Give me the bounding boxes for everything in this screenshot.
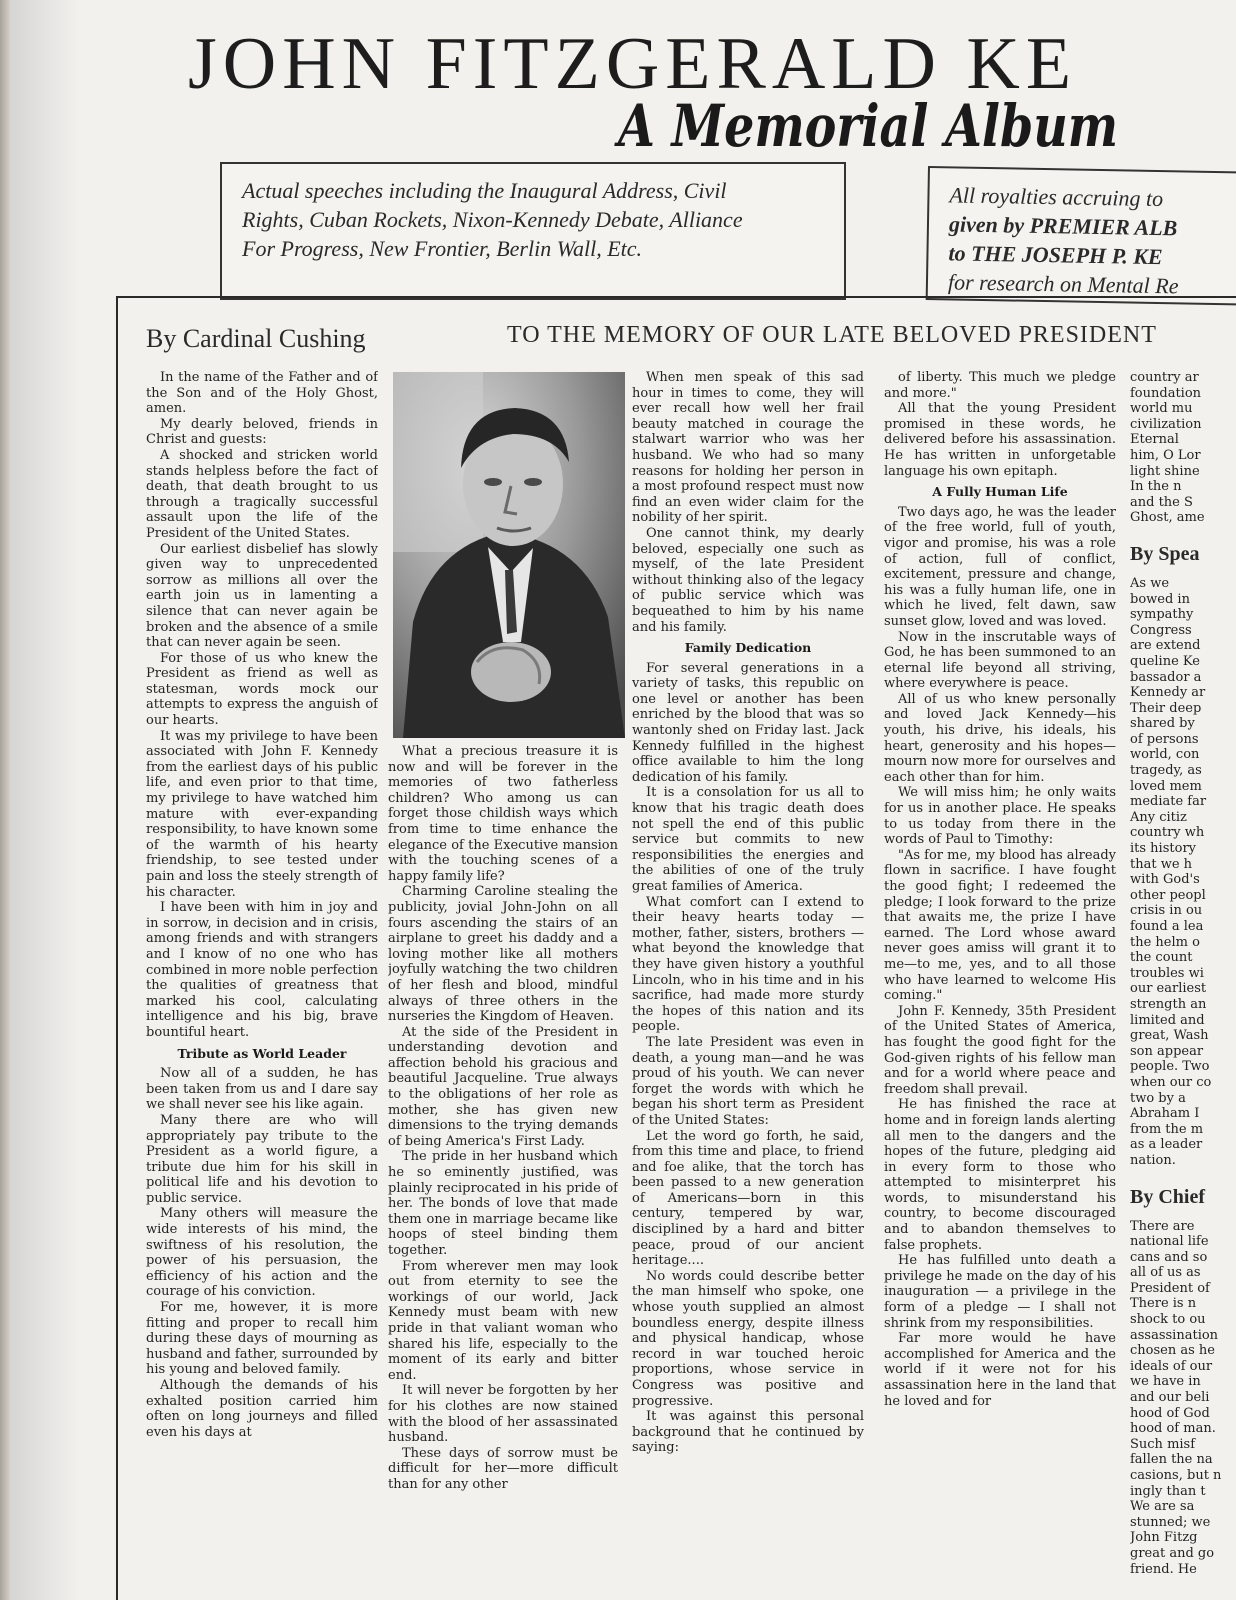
column-line: as a leader [1130, 1137, 1203, 1153]
speeches-promo-box [220, 162, 846, 300]
column-line: As we [1130, 575, 1170, 591]
column-line: There is n [1130, 1296, 1197, 1312]
paragraph: It will never be forgotten by her for his clothes are now stained with the blood of her assassinated husband. [388, 1383, 618, 1446]
column-line: light shine [1130, 463, 1200, 479]
paragraph: At the side of the President in understanding devotion and affection behold his gracious and beautiful Jacqueline. True always to the obligations of her role as mother, she has given new dimensions to the trying demands of being America's First Lady. [388, 1024, 618, 1149]
paragraph: Far more would he have accomplished for America and the world if it were not for his assassination here in the land that he loved and for [884, 1331, 1116, 1409]
album-cover-sheet [10, 0, 1236, 1600]
promo-line: Actual speeches including the Inaugural Address, Civil [242, 178, 727, 203]
column-line: Abraham I [1130, 1106, 1200, 1122]
article-column-2 [388, 744, 618, 1600]
column-line: found a lea [1130, 919, 1204, 934]
column-line: Kennedy ar [1130, 685, 1206, 701]
column-line: casions, but n [1130, 1468, 1222, 1483]
column-line: great and go [1130, 1545, 1215, 1561]
column-line: Eternal [1130, 432, 1179, 448]
column-line: fallen the na [1130, 1452, 1213, 1468]
paragraph: The late President was even in death, a young man—and he was proud of his youth. We can never forget the words with which he began his short term as President of the United States: [632, 1034, 864, 1128]
column-line: hood of God [1130, 1405, 1210, 1421]
article-headline: TO THE MEMORY OF OUR LATE BELOVED PRESIDENT [507, 322, 1157, 348]
paragraph: Our earliest disbelief has slowly given way to unprecedented sorrow as millions all over the earth join us in lamenting a silence that can never again be broken and the absence of a smile that can never again be seen. [146, 541, 378, 651]
column-line: sympathy [1130, 607, 1194, 623]
column-line: nation. [1130, 1152, 1176, 1168]
paragraph: What comfort can I extend to their heavy hearts today — mother, father, sisters, brothers — what beyond the knowledge that they have given history a youthful Lincoln, who in his time and in his sacrifice, had made more sturdy the hopes of this nation and its people. [632, 894, 864, 1035]
paragraph: From wherever men may look out from eternity to see the workings of our world, Jack Kennedy must beam with new pride in that valiant woman who shared his life, especially to the moment of its early and bitter end. [388, 1258, 618, 1383]
column-line: Ghost, ame [1130, 510, 1205, 526]
article-byline: By Cardinal Cushing [146, 324, 366, 353]
column-line: country ar [1130, 370, 1199, 385]
column-line: civilization [1130, 416, 1202, 432]
paragraph: Two days ago, he was the leader of the free world, full of youth, vigor and promise, his was a role of action, full of conflict, excitement, pressure and change, his was a fully human life, one in which he lived, felt dawn, saw sunset glow, loved and was loved. [884, 504, 1116, 629]
column-line: cans and so [1130, 1249, 1208, 1265]
paragraph: Now in the inscrutable ways of God, he has been summoned to an eternal life beyond all striving, where everywhere is peace. [884, 629, 1116, 692]
column-line: people. Two [1130, 1059, 1210, 1075]
column-line: limited and [1130, 1012, 1205, 1028]
promo-line: to THE JOSEPH P. KE [948, 240, 1163, 270]
column-line: ideals of our [1130, 1358, 1213, 1374]
promo-line: given by PREMIER ALB [948, 211, 1178, 241]
column-line: stunned; we [1130, 1514, 1211, 1530]
column-line: There are [1130, 1218, 1195, 1234]
paragraph: Many there are who will appropriately pay tribute to the President as a world figure, a tribute due him for his skill in political life and his devotion to public service. [146, 1112, 378, 1206]
article-column-5-cropped [1130, 370, 1236, 1600]
column-line: we have in [1130, 1374, 1201, 1390]
article-column-4 [884, 370, 1116, 1600]
column-line: Their deep [1130, 700, 1202, 716]
column-line: with God's [1130, 872, 1200, 888]
column-line: of persons [1130, 731, 1199, 747]
paragraph: We will miss him; he only waits for us in another place. He speaks to us today from there in the words of Paul to Timothy: [884, 785, 1116, 848]
column-line: its history [1130, 841, 1196, 857]
column-line: other peopl [1130, 887, 1206, 903]
paragraph: In the name of the Father and of the Son and of the Holy Ghost, amen. [146, 370, 378, 417]
column-line: hood of man. [1130, 1421, 1216, 1437]
promo-line: Rights, Cuban Rockets, Nixon-Kennedy Debate, Alliance [242, 207, 743, 232]
paragraph: No words could describe better the man himself who spoke, one whose youth supplied an almost boundless energy, despite illness and physical handicap, whose record in war touched heroic proportions, whose service in Congress was positive and progressive. [632, 1268, 864, 1409]
paragraph: The pride in her husband which he so eminently justified, was plainly reciprocated in his pride of her. The bonds of love that made them one in marriage became like hoops of steel binding them together. [388, 1149, 618, 1258]
column-line: queline Ke [1130, 653, 1200, 669]
column-line: Such misf [1130, 1436, 1196, 1452]
column-line: crisis in ou [1130, 903, 1203, 919]
column-line: that we h [1130, 856, 1193, 872]
column-line: world mu [1130, 401, 1193, 417]
column-line: great, Wash [1130, 1028, 1209, 1044]
column-line: son appear [1130, 1043, 1204, 1059]
paragraph: Many others will measure the wide interests of his mind, the swiftness of his resolution, the power of his persuasion, the efficiency of his action and the courage of his conviction. [146, 1206, 378, 1300]
album-title: JOHN FITZGERALD KE [188, 23, 1078, 105]
paragraph: It was my privilege to have been associated with John F. Kennedy from the earliest days of his public life, and even prior to that time, my privilege to have watched him mature with ever-expanding responsibility, to have known some of the warmth of his hearty friendship, to see tested under pain and loss the steely strength of his character. [146, 728, 378, 900]
paragraph: One cannot think, my dearly beloved, especially one such as myself, of the late President without thinking also of the legacy of public service which was bequeathed to him by his name and his family. [632, 525, 864, 635]
promo-line: All royalties accruing to [949, 182, 1164, 212]
paragraph: of liberty. This much we pledge and more." [884, 370, 1116, 401]
paragraph: For me, however, it is more fitting and proper to recall him during these days of mourning as husband and father, surrounded by his young and beloved family. [146, 1300, 378, 1378]
column-line: when our co [1130, 1074, 1212, 1090]
column-line: shared by [1130, 716, 1195, 732]
column-line: world, con [1130, 747, 1200, 763]
article-column-3 [632, 370, 864, 1600]
paragraph: My dearly beloved, friends in Christ and guests: [146, 416, 378, 448]
royalties-promo-box [926, 166, 1236, 306]
paragraph: These days of sorrow must be difficult for her—more difficult than for any other [388, 1445, 618, 1492]
promo-line: For Progress, New Frontier, Berlin Wall, Etc. [242, 236, 643, 261]
column-line: Congress [1130, 622, 1192, 638]
paragraph: Although the demands of his exhalted position carried him often on long journeys and filled even his days at [146, 1378, 378, 1440]
column-heading: By Chief [1130, 1185, 1205, 1208]
column-line: country wh [1130, 825, 1205, 841]
album-subtitle: A Memorial Album [618, 92, 1119, 160]
portrait-illustration [393, 372, 625, 738]
column-line: from the m [1130, 1121, 1204, 1137]
paragraph: What a precious treasure it is now and will be forever in the memories of two fatherless children? Who among us can forget those childish ways which from time to time enhance the elegance of the Executive mansion with the touching scenes of a happy family life? [388, 744, 618, 884]
paragraph: He has fulfilled unto death a privilege he made on the day of his inauguration — a privilege in the form of a pledge — I shall not shrink from my responsibilities. [884, 1253, 1116, 1331]
column-line: shock to ou [1130, 1312, 1206, 1328]
paragraph: I have been with him in joy and in sorrow, in decision and in crisis, among friends and with strangers and I know of no one who has combined in more noble perfection the qualities of greatness that marked his cool, calculating intelligence and his big, brave bountiful heart. [146, 900, 378, 1040]
paragraph: It is a consolation for us all to know that his tragic death does not spell the end of this public service but commits to new responsibilities the energies and the abilities of one of the truly great families of America. [632, 785, 864, 894]
paragraph: John F. Kennedy, 35th President of the United States of America, has fought the good fight for the God-given rights of his fellow man and for a world where peace and freedom shall prevail. [884, 1003, 1116, 1097]
column-line: friend. He [1130, 1561, 1197, 1577]
column-line: tragedy, as [1130, 763, 1202, 779]
column-heading: By Spea [1130, 542, 1200, 565]
column-line: In the n [1130, 479, 1182, 495]
paragraph: When men speak of this sad hour in times to come, they will ever recall how well her frail beauty matched in courage the stalwart warrior who was her husband. We who had so many reasons for holding her person in a most profound respect must now find an even wider claim for the nobility of her spirit. [632, 370, 864, 526]
paragraph: All that the young President promised in these words, he delivered before his assassination. He has written in unforgetable language his own epitaph. [884, 401, 1116, 479]
paragraph: All of us who knew personally and loved Jack Kennedy—his youth, his drive, his ideals, his heart, generosity and his hopes—mourn now more for ourselves and each other than for him. [884, 691, 1116, 785]
column-line: John Fitzg [1130, 1530, 1198, 1546]
column-line: our earliest [1130, 981, 1207, 997]
column-line: mediate far [1130, 794, 1207, 810]
column-line: and the S [1130, 494, 1193, 510]
article-column-1 [146, 370, 378, 1600]
paragraph: Charming Caroline stealing the publicity, jovial John-John on all fours ascending the stairs of an airplane to greet his daddy and a loving mother like all mothers joyfully watching the two children of her flesh and blood, mindful always of three others in the nurseries the Kingdom of Heaven. [388, 884, 618, 1025]
column-line: strength an [1130, 996, 1207, 1012]
column-line: bowed in [1130, 591, 1190, 607]
column-line: foundation [1130, 385, 1202, 401]
paragraph: For those of us who knew the President as friend as well as statesman, words mock our attempts to express the anguish of our hearts. [146, 650, 378, 729]
column-line: loved mem [1130, 778, 1202, 794]
paragraph: For several generations in a variety of tasks, this republic on one level or another has been enriched by the blood that was so wantonly shed on Friday last. Jack Kennedy fulfilled in the highest office available to him the long dedication of his family. [632, 660, 864, 785]
promo-line: for research on Mental Re [947, 269, 1179, 299]
plastic-sheen [10, 0, 80, 1600]
column-line: assassination [1130, 1327, 1219, 1343]
paragraph: It was against this personal background that he continued by saying: [632, 1409, 864, 1456]
column-line: the count [1130, 950, 1193, 966]
kennedy-portrait-photo [393, 372, 625, 738]
paragraph: "As for me, my blood has already flown in sacrifice. I have fought the good fight; I redeemed the pledge; I look forward to the prize that awaits me, the prize I have earned. The Lord whose award never goes amiss will grant it to me—to me, yes, and to all those who have learned to welcome His coming." [884, 847, 1116, 1004]
column-line: are extend [1130, 638, 1201, 654]
column-line: and our beli [1130, 1390, 1210, 1406]
column-line: two by a [1130, 1090, 1186, 1106]
column-line: the helm o [1130, 934, 1200, 950]
paragraph: He has finished the race at home and in foreign lands alerting all men to the dangers and the hopes of the future, pledging aid in every form to those who attempted to misinterpret his words, to misunderstand his country, to become discouraged and to abandon themselves to false prophets. [884, 1097, 1116, 1253]
column-line: We are sa [1130, 1499, 1195, 1515]
column-line: him, O Lor [1130, 447, 1201, 463]
column-line: troubles wi [1130, 965, 1204, 981]
album-spine-edge [0, 0, 10, 1600]
column-line: ingly than t [1130, 1483, 1206, 1499]
column-line: national life [1130, 1234, 1209, 1250]
section-subheading: A Fully Human Life [932, 484, 1068, 500]
paragraph: Now all of a sudden, he has been taken from us and I dare say we shall never see his like again. [146, 1066, 378, 1113]
column-line: Any citiz [1130, 809, 1187, 825]
section-subheading: Tribute as World Leader [177, 1045, 347, 1061]
section-subheading: Family Dedication [684, 640, 812, 656]
column-line: all of us as [1130, 1265, 1201, 1281]
paragraph: Let the word go forth, he said, from this time and place, to friend and foe alike, that the torch has been passed to a new generation of Americans—born in this century, tempered by war, disciplined by a hard and bitter peace, proud of our ancient heritage.... [632, 1128, 864, 1269]
column-line: bassador a [1130, 669, 1202, 685]
paragraph: A shocked and stricken world stands helpless before the fact of death, that death brought to us through a tragically successful assault upon the life of the President of the United States. [146, 447, 378, 541]
column-line: President of [1130, 1280, 1210, 1296]
column-line: chosen as he [1130, 1343, 1215, 1359]
